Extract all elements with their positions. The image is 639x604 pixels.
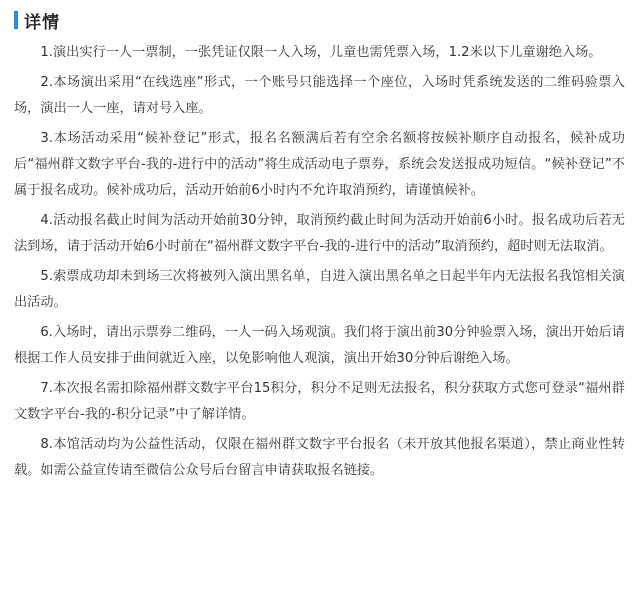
title-accent-bar bbox=[14, 11, 18, 29]
rule-paragraph-2: 2.本场演出采用“在线选座”形式，一个账号只能选择一个座位，入场时凭系统发送的二维码验票入场，演出一人一座，请对号入座。 bbox=[14, 75, 625, 116]
section-header bbox=[14, 8, 625, 32]
rule-paragraph-4: 4.活动报名截止时间为活动开始前30分钟，取消预约截止时间为活动开始前6小时。报名成功后若无法到场，请于活动开始6小时前在“福州群文数字平台-我的-进行中的活动”取消预约，超时则无法取消。 bbox=[14, 213, 625, 254]
rule-paragraph-8: 8.本馆活动均为公益性活动，仅限在福州群文数字平台报名（未开放其他报名渠道），禁止商业性转载。如需公益宣传请至微信公众号后台留言申请获取报名链接。 bbox=[14, 437, 625, 478]
rule-paragraph-3: 3.本场活动采用“候补登记”形式，报名名额满后若有空余名额将按候补顺序自动报名，候补成功后“福州群文数字平台-我的-进行中的活动”将生成活动电子票券，系统会发送报成功短信。“候补登记”不属于报名成功。候补成功后，活动开始前6小时内不允许取消预约，请谨慎候补。 bbox=[14, 131, 625, 198]
rules-list bbox=[14, 40, 625, 484]
rule-paragraph-5: 5.索票成功却未到场三次将被列入演出黑名单，自进入演出黑名单之日起半年内无法报名我馆相关演出活动。 bbox=[14, 269, 625, 310]
rule-paragraph-1: 1.演出实行一人一票制，一张凭证仅限一人入场，儿童也需凭票入场，1.2米以下儿童谢绝入场。 bbox=[40, 45, 602, 60]
rule-paragraph-7: 7.本次报名需扣除福州群文数字平台15积分，积分不足则无法报名，积分获取方式您可登录“福州群文数字平台-我的-积分记录”中了解详情。 bbox=[14, 381, 625, 422]
section-title: 详情 bbox=[24, 12, 60, 33]
rule-paragraph-6: 6.入场时，请出示票券二维码，一人一码入场观演。我们将于演出前30分钟验票入场，演出开始后请根据工作人员安排于曲间就近入座，以免影响他人观演，演出开始30分钟后谢绝入场。 bbox=[14, 325, 625, 366]
